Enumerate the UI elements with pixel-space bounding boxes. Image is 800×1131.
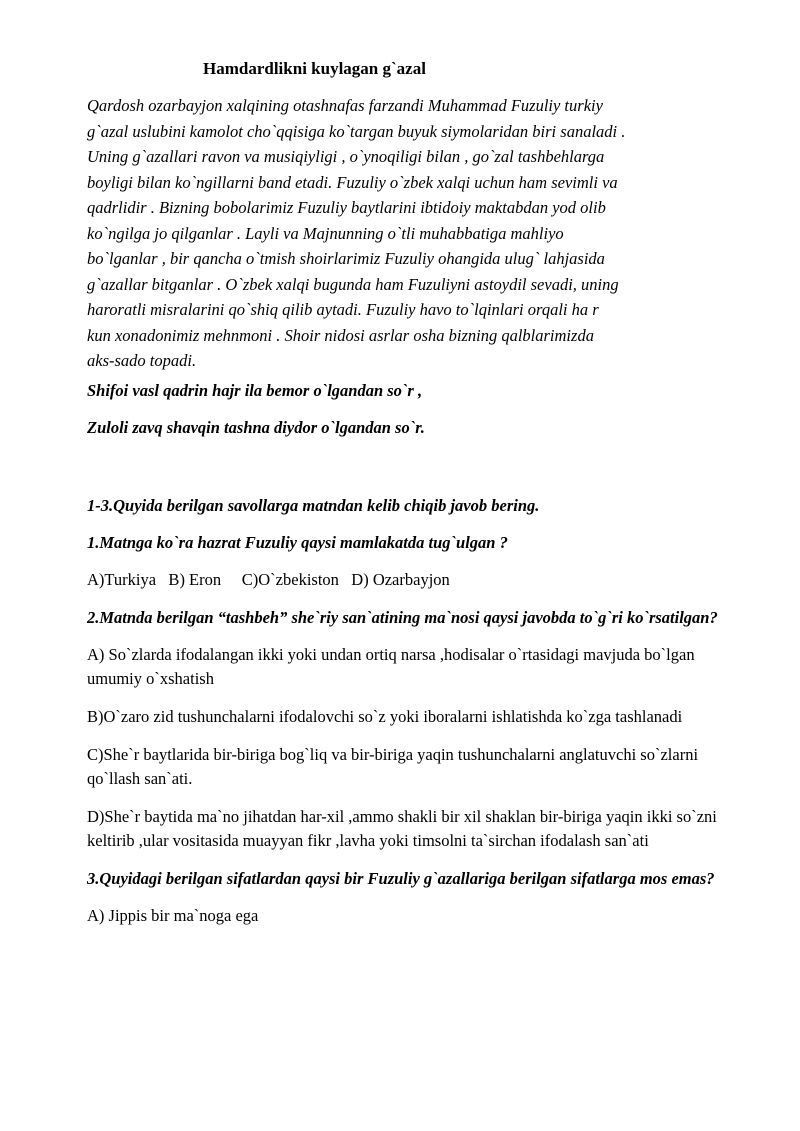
intro-line: qadrlidir . Bizning bobolarimiz Fuzuliy baytlarini ibtidoiy maktabdan yod olib (87, 198, 606, 217)
intro-line: bo`lganlar , bir qancha o`tmish shoirlarimiz Fuzuliy ohangida ulug` lahjasida (87, 249, 605, 268)
question-2-option-b: B)O`zaro zid tushunchalarni ifodalovchi so`z yoki iboralarni ishlatishda ko`zga tashlanadi (87, 706, 683, 726)
verse-line-1: Shifoi vasl qadrin hajr ila bemor o`lgandan so`r , (87, 380, 423, 400)
question-2-option-a: A) So`zlarda ifodalangan ikki yoki undan ortiq narsa ,hodisalar o`rtasidagi mavjuda bo`lgan umumiy o`xshatish (87, 644, 695, 688)
question-3: 3.Quyidagi berilgan sifatlardan qaysi bir Fuzuliy g`azallariga berilgan sifatlarga mos emas? (87, 868, 715, 888)
question-1-options: A)Turkiya B) Eron C)O`zbekiston D) Ozarbayjon (87, 569, 450, 589)
question-2-option-d: D)She`r baytida ma`no jihatdan har-xil ,ammo shakli bir xil shaklan bir-biriga yaqin ikki so`zni keltirib ,ular vositasida muayyan fikr ,lavha yoki timsolni ta`sirchan ifodalash san`ati (87, 806, 717, 850)
intro-line: g`azal uslubini kamolot cho`qqisiga ko`targan buyuk siymolaridan biri sanaladi . (87, 121, 626, 141)
intro-line: haroratli misralarini qo`shiq qilib aytadi. Fuzuliy havo to`lqinlari orqali ha r (87, 300, 599, 319)
intro-line: g`azallar bitganlar . O`zbek xalqi bugunda ham Fuzuliyni astoydil sevadi, uning (87, 274, 619, 294)
question-3-option-a: A) Jippis bir ma`noga ega (87, 905, 259, 925)
intro-paragraph (87, 93, 737, 374)
intro-line: Uning g`azallari ravon va musiqiyligi , o`ynoqiligi bilan , go`zal tashbehlarga (87, 147, 605, 166)
intro-line: Qardosh ozarbayjon xalqining otashnafas farzandi Muhammad Fuzuliy turkiy (87, 96, 603, 115)
verse-line-2: Zuloli zavq shavqin tashna diydor o`lgandan so`r. (87, 417, 425, 437)
intro-line: aks-sado topadi. (87, 351, 197, 370)
question-1: 1.Matnga ko`ra hazrat Fuzuliy qaysi mamlakatda tug`ulgan ? (87, 532, 508, 552)
document-page (87, 58, 737, 942)
spacer (87, 454, 737, 494)
instruction-heading: 1-3.Quyida berilgan savollarga matndan kelib chiqib javob bering. (87, 495, 540, 515)
intro-line: boyligi bilan ko`ngillarni band etadi. Fuzuliy o`zbek xalqi uchun ham sevimli va (87, 172, 618, 192)
intro-line: kun xonadonimiz mehnmoni . Shoir nidosi asrlar osha bizning qalblarimizda (87, 325, 594, 345)
intro-line: ko`ngilga jo qilganlar . Layli va Majnunning o`tli muhabbatiga mahliyo (87, 223, 564, 243)
question-2-option-c: C)She`r baytlarida bir-biriga bog`liq va bir-biriga yaqin tushunchalarni anglatuvchi so`zlarni qo`llash san`ati. (87, 744, 699, 788)
question-2: 2.Matnda berilgan “tashbeh” she`riy san`atining ma`nosi qaysi javobda to`g`ri ko`rsatilgan? (87, 607, 718, 627)
document-title: Hamdardlikni kuylagan g`azal (203, 59, 426, 78)
